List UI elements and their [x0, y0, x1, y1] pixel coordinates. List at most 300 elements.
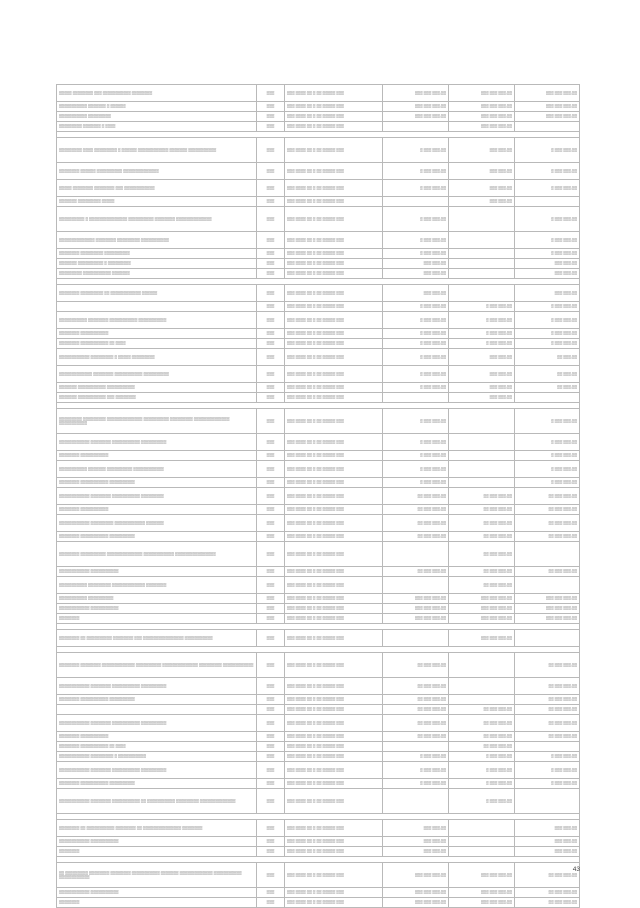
- row-description: ▒▒▒▒▒▒▒▒ ▒▒ ▒▒▒▒▒▒▒▒▒▒ ▒▒▒▒▒▒▒▒ ▒▒▒ ▒▒▒▒▒▒▒▒▒▒▒▒▒▒▒▒ ▒▒▒▒▒▒▒▒▒▒▒: [57, 630, 257, 647]
- row-amount-1: ▒▒ ▒▒▒ ▒▒▒,▒▒: [383, 653, 449, 678]
- row-amount-2: ▒▒▒ ▒▒▒,▒▒: [449, 197, 515, 207]
- row-amount-1: [383, 122, 449, 132]
- row-classification-code: ▒▒▒ ▒▒▒▒ ▒▒ ▒ ▒▒ ▒▒▒▒▒ ▒▒▒: [285, 102, 383, 112]
- row-amount-3: ▒ ▒▒▒ ▒▒▒,▒▒: [515, 312, 580, 329]
- row-amount-2: ▒ ▒▒▒ ▒▒▒,▒▒: [449, 789, 515, 814]
- row-classification-code: ▒▒▒ ▒▒▒▒ ▒▒ ▒ ▒▒ ▒▒▒▒▒ ▒▒▒: [285, 820, 383, 837]
- row-amount-2: [449, 478, 515, 488]
- row-amount-1: ▒▒▒ ▒▒▒ ▒▒▒,▒▒: [383, 888, 449, 898]
- row-code: ▒▒▒: [257, 898, 285, 908]
- row-amount-1: ▒ ▒▒▒ ▒▒▒,▒▒: [383, 366, 449, 383]
- row-amount-1: ▒▒ ▒▒▒ ▒▒▒,▒▒: [383, 488, 449, 505]
- row-amount-1: ▒ ▒▒▒ ▒▒▒,▒▒: [383, 779, 449, 789]
- table-row: [57, 112, 580, 122]
- row-amount-1: ▒▒▒ ▒▒▒,▒▒: [383, 847, 449, 857]
- row-code: ▒▒▒: [257, 383, 285, 393]
- row-amount-2: [449, 461, 515, 478]
- row-code: ▒▒▒: [257, 451, 285, 461]
- table-row: [57, 122, 580, 132]
- row-amount-2: ▒▒▒ ▒▒▒ ▒▒▒,▒▒: [449, 863, 515, 888]
- row-amount-2: [449, 249, 515, 259]
- table-row: [57, 762, 580, 779]
- table-row: [57, 180, 580, 197]
- row-amount-3: ▒▒▒ ▒▒▒,▒▒: [515, 259, 580, 269]
- row-amount-1: ▒▒ ▒▒▒ ▒▒▒,▒▒: [383, 505, 449, 515]
- row-code: ▒▒▒: [257, 715, 285, 732]
- row-classification-code: ▒▒▒ ▒▒▒▒ ▒▒ ▒ ▒▒ ▒▒▒▒▒ ▒▒▒: [285, 383, 383, 393]
- row-amount-1: ▒▒ ▒▒▒ ▒▒▒,▒▒: [383, 532, 449, 542]
- row-code: ▒▒▒: [257, 630, 285, 647]
- row-amount-2: ▒▒▒ ▒▒▒ ▒▒▒,▒▒: [449, 85, 515, 102]
- row-description: ▒▒▒▒▒▒▒▒▒▒▒▒ ▒▒▒▒▒▒▒▒ ▒▒▒▒▒▒▒▒▒▒▒ ▒▒ ▒▒▒▒▒▒▒▒▒▒▒ ▒▒▒▒▒▒▒▒▒ ▒▒▒▒▒▒▒▒▒▒▒▒▒▒: [57, 789, 257, 814]
- row-code: ▒▒▒: [257, 762, 285, 779]
- row-description: ▒▒▒▒▒▒▒▒▒▒▒▒ ▒▒▒▒▒▒▒▒▒ ▒▒▒▒▒▒▒▒▒▒▒▒ ▒▒▒▒▒▒▒: [57, 515, 257, 532]
- row-classification-code: ▒▒▒ ▒▒▒▒ ▒▒ ▒ ▒▒ ▒▒▒▒▒ ▒▒▒: [285, 614, 383, 624]
- row-code: ▒▒▒: [257, 259, 285, 269]
- row-code: ▒▒▒: [257, 85, 285, 102]
- table-row: [57, 366, 580, 383]
- row-amount-3: ▒▒ ▒▒▒ ▒▒▒,▒▒: [515, 567, 580, 577]
- table-row: [57, 339, 580, 349]
- row-classification-code: ▒▒▒ ▒▒▒▒ ▒▒ ▒ ▒▒ ▒▒▒▒▒ ▒▒▒: [285, 837, 383, 847]
- row-amount-2: [449, 820, 515, 837]
- row-code: ▒▒▒: [257, 837, 285, 847]
- row-amount-2: ▒ ▒▒▒ ▒▒▒,▒▒: [449, 302, 515, 312]
- table-row: [57, 207, 580, 232]
- budget-table-body: [57, 85, 580, 908]
- row-amount-1: ▒▒ ▒▒▒ ▒▒▒,▒▒: [383, 715, 449, 732]
- table-row: [57, 532, 580, 542]
- row-amount-1: ▒ ▒▒▒ ▒▒▒,▒▒: [383, 349, 449, 366]
- row-description: ▒▒▒▒▒▒▒▒▒▒▒▒ ▒▒▒▒▒▒▒▒▒▒▒: [57, 888, 257, 898]
- table-row: [57, 302, 580, 312]
- table-row: [57, 837, 580, 847]
- row-description: ▒▒▒▒▒▒▒▒▒▒▒ ▒▒▒▒▒▒▒ ▒ ▒▒▒▒▒▒: [57, 102, 257, 112]
- row-amount-3: ▒ ▒▒▒ ▒▒▒,▒▒: [515, 232, 580, 249]
- row-amount-3: [515, 742, 580, 752]
- row-description: ▒▒▒▒▒▒▒ ▒▒▒▒▒▒▒▒▒▒ ▒ ▒▒▒▒▒▒▒▒▒: [57, 259, 257, 269]
- row-amount-1: ▒ ▒▒▒ ▒▒▒,▒▒: [383, 478, 449, 488]
- row-amount-3: [515, 197, 580, 207]
- row-amount-2: [449, 232, 515, 249]
- row-amount-3: ▒ ▒▒▒ ▒▒▒,▒▒: [515, 434, 580, 451]
- table-row: [57, 285, 580, 302]
- row-amount-2: ▒▒▒ ▒▒▒ ▒▒▒,▒▒: [449, 898, 515, 908]
- table-row: [57, 85, 580, 102]
- table-row: [57, 847, 580, 857]
- row-description: ▒▒▒▒▒▒▒▒ ▒▒▒▒▒▒▒▒▒▒▒ ▒▒▒▒▒▒▒▒▒▒: [57, 478, 257, 488]
- row-amount-2: [449, 678, 515, 695]
- row-code: ▒▒▒: [257, 102, 285, 112]
- row-amount-3: ▒ ▒▒▒ ▒▒▒,▒▒: [515, 207, 580, 232]
- row-amount-1: ▒▒▒ ▒▒▒ ▒▒▒,▒▒: [383, 863, 449, 888]
- table-row: [57, 732, 580, 742]
- row-code: ▒▒▒: [257, 732, 285, 742]
- row-amount-2: ▒▒▒ ▒▒▒,▒▒: [449, 138, 515, 163]
- row-code: ▒▒▒: [257, 366, 285, 383]
- row-amount-1: ▒▒▒ ▒▒▒ ▒▒▒,▒▒: [383, 112, 449, 122]
- table-row: [57, 742, 580, 752]
- row-code: ▒▒▒: [257, 112, 285, 122]
- row-code: ▒▒▒: [257, 122, 285, 132]
- row-amount-2: ▒▒ ▒▒▒ ▒▒▒,▒▒: [449, 505, 515, 515]
- row-classification-code: ▒▒▒ ▒▒▒▒ ▒▒ ▒ ▒▒ ▒▒▒▒▒ ▒▒▒: [285, 505, 383, 515]
- row-amount-1: [383, 197, 449, 207]
- row-amount-2: ▒▒▒ ▒▒▒,▒▒: [449, 349, 515, 366]
- row-classification-code: ▒▒▒ ▒▒▒▒ ▒▒ ▒ ▒▒ ▒▒▒▒▒ ▒▒▒: [285, 269, 383, 279]
- row-code: ▒▒▒: [257, 594, 285, 604]
- row-classification-code: ▒▒▒ ▒▒▒▒ ▒▒ ▒ ▒▒ ▒▒▒▒▒ ▒▒▒: [285, 393, 383, 403]
- row-code: ▒▒▒: [257, 232, 285, 249]
- row-amount-3: ▒▒ ▒▒▒ ▒▒▒,▒▒: [515, 695, 580, 705]
- row-amount-1: ▒ ▒▒▒ ▒▒▒,▒▒: [383, 383, 449, 393]
- row-amount-3: ▒▒ ▒▒▒ ▒▒▒,▒▒: [515, 505, 580, 515]
- row-description: ▒▒▒▒▒▒▒▒ ▒▒▒▒▒▒▒▒▒▒▒ ▒▒▒▒▒▒▒▒▒▒: [57, 532, 257, 542]
- row-code: ▒▒▒: [257, 180, 285, 197]
- row-amount-3: [515, 393, 580, 403]
- row-description: ▒▒▒▒▒▒▒▒ ▒▒▒▒▒▒ ▒▒▒▒▒▒▒▒▒▒ ▒▒▒▒▒▒▒▒▒▒▒▒▒▒: [57, 163, 257, 180]
- row-amount-1: ▒ ▒▒▒ ▒▒▒,▒▒: [383, 409, 449, 434]
- row-description: ▒▒▒▒▒▒▒▒▒▒▒▒▒ ▒▒▒▒▒▒▒▒ ▒▒▒▒▒▒▒▒▒▒▒ ▒▒▒▒▒▒▒▒▒▒: [57, 366, 257, 383]
- row-classification-code: ▒▒▒ ▒▒▒▒ ▒▒ ▒ ▒▒ ▒▒▒▒▒ ▒▒▒: [285, 653, 383, 678]
- row-classification-code: ▒▒▒ ▒▒▒▒ ▒▒ ▒ ▒▒ ▒▒▒▒▒ ▒▒▒: [285, 532, 383, 542]
- row-description: ▒▒ ▒▒▒▒▒▒▒▒▒ ▒▒▒▒▒▒▒▒ ▒▒▒▒▒▒▒▒ ▒▒▒▒▒▒▒▒▒▒▒ ▒▒▒▒▒▒▒ ▒▒▒▒▒▒▒▒▒▒▒▒▒ ▒▒▒▒▒▒▒▒▒▒▒ ▒▒▒▒▒▒▒▒▒▒▒▒: [57, 863, 257, 888]
- row-code: ▒▒▒: [257, 863, 285, 888]
- page-number: 43: [572, 866, 580, 873]
- row-classification-code: ▒▒▒ ▒▒▒▒ ▒▒ ▒ ▒▒ ▒▒▒▒▒ ▒▒▒: [285, 715, 383, 732]
- row-classification-code: ▒▒▒ ▒▒▒▒ ▒▒ ▒ ▒▒ ▒▒▒▒▒ ▒▒▒: [285, 339, 383, 349]
- row-amount-3: ▒▒▒ ▒▒▒ ▒▒▒,▒▒: [515, 604, 580, 614]
- row-amount-1: ▒▒ ▒▒▒ ▒▒▒,▒▒: [383, 732, 449, 742]
- row-code: ▒▒▒: [257, 742, 285, 752]
- row-description: ▒▒▒▒▒▒▒▒▒▒▒▒ ▒▒▒▒▒▒▒▒▒▒▒: [57, 567, 257, 577]
- table-row: [57, 820, 580, 837]
- row-description: ▒▒▒▒▒▒▒▒ ▒▒▒▒▒▒▒▒▒▒▒ ▒▒▒▒▒▒▒▒▒▒: [57, 779, 257, 789]
- row-amount-3: ▒▒ ▒▒▒,▒▒: [515, 366, 580, 383]
- row-amount-3: ▒ ▒▒▒ ▒▒▒,▒▒: [515, 302, 580, 312]
- row-code: ▒▒▒: [257, 312, 285, 329]
- table-row: [57, 102, 580, 112]
- row-amount-3: ▒▒▒ ▒▒▒ ▒▒▒,▒▒: [515, 102, 580, 112]
- row-code: ▒▒▒: [257, 409, 285, 434]
- row-description: ▒▒▒▒▒▒▒▒▒▒ ▒ ▒▒▒▒▒▒▒▒▒▒▒▒▒▒▒ ▒▒▒▒▒▒▒▒▒▒ ▒▒▒▒▒▒▒▒ ▒▒▒▒▒▒▒▒▒▒▒▒▒▒: [57, 207, 257, 232]
- row-description: ▒▒▒▒▒▒▒▒▒▒▒ ▒▒▒▒▒▒▒▒▒: [57, 112, 257, 122]
- row-amount-3: [515, 577, 580, 594]
- row-description: ▒▒▒▒▒▒▒▒: [57, 614, 257, 624]
- row-description: ▒▒▒▒▒▒▒▒▒▒▒▒▒▒ ▒▒▒▒▒▒▒▒ ▒▒▒▒▒▒▒▒▒ ▒▒▒▒▒▒▒▒▒▒▒: [57, 232, 257, 249]
- row-description: ▒▒▒▒▒▒▒▒ ▒▒▒▒▒▒▒▒▒ ▒▒ ▒▒▒▒▒▒▒▒▒▒▒▒ ▒▒▒▒▒▒: [57, 285, 257, 302]
- table-row: [57, 630, 580, 647]
- row-classification-code: ▒▒▒ ▒▒▒▒ ▒▒ ▒ ▒▒ ▒▒▒▒▒ ▒▒▒: [285, 163, 383, 180]
- budget-table: [56, 84, 580, 908]
- row-classification-code: ▒▒▒ ▒▒▒▒ ▒▒ ▒ ▒▒ ▒▒▒▒▒ ▒▒▒: [285, 366, 383, 383]
- row-amount-2: [449, 409, 515, 434]
- table-row: [57, 715, 580, 732]
- row-code: ▒▒▒: [257, 653, 285, 678]
- row-classification-code: ▒▒▒ ▒▒▒▒ ▒▒ ▒ ▒▒ ▒▒▒▒▒ ▒▒▒: [285, 409, 383, 434]
- row-amount-2: ▒▒▒ ▒▒▒,▒▒: [449, 383, 515, 393]
- row-amount-1: ▒▒▒ ▒▒▒,▒▒: [383, 285, 449, 302]
- row-code: ▒▒▒: [257, 752, 285, 762]
- row-amount-2: ▒▒▒ ▒▒▒ ▒▒▒,▒▒: [449, 888, 515, 898]
- row-classification-code: ▒▒▒ ▒▒▒▒ ▒▒ ▒ ▒▒ ▒▒▒▒▒ ▒▒▒: [285, 232, 383, 249]
- row-code: ▒▒▒: [257, 532, 285, 542]
- row-amount-1: ▒ ▒▒▒ ▒▒▒,▒▒: [383, 339, 449, 349]
- row-classification-code: ▒▒▒ ▒▒▒▒ ▒▒ ▒ ▒▒ ▒▒▒▒▒ ▒▒▒: [285, 112, 383, 122]
- row-classification-code: ▒▒▒ ▒▒▒▒ ▒▒ ▒ ▒▒ ▒▒▒▒▒ ▒▒▒: [285, 762, 383, 779]
- row-amount-1: [383, 789, 449, 814]
- row-classification-code: ▒▒▒ ▒▒▒▒ ▒▒ ▒ ▒▒ ▒▒▒▒▒ ▒▒▒: [285, 779, 383, 789]
- row-amount-1: ▒▒▒ ▒▒▒,▒▒: [383, 820, 449, 837]
- row-amount-3: [515, 542, 580, 567]
- table-row: [57, 577, 580, 594]
- row-classification-code: ▒▒▒ ▒▒▒▒ ▒▒ ▒ ▒▒ ▒▒▒▒▒ ▒▒▒: [285, 434, 383, 451]
- row-amount-2: ▒▒ ▒▒▒ ▒▒▒,▒▒: [449, 488, 515, 505]
- row-amount-3: ▒ ▒▒▒ ▒▒▒,▒▒: [515, 138, 580, 163]
- row-amount-3: ▒ ▒▒▒ ▒▒▒,▒▒: [515, 180, 580, 197]
- row-amount-2: ▒▒ ▒▒▒ ▒▒▒,▒▒: [449, 705, 515, 715]
- row-amount-2: [449, 653, 515, 678]
- table-row: [57, 232, 580, 249]
- row-code: ▒▒▒: [257, 847, 285, 857]
- row-amount-2: ▒▒▒ ▒▒▒,▒▒: [449, 393, 515, 403]
- row-amount-3: ▒ ▒▒▒ ▒▒▒,▒▒: [515, 339, 580, 349]
- row-amount-1: ▒ ▒▒▒ ▒▒▒,▒▒: [383, 451, 449, 461]
- row-amount-1: ▒▒ ▒▒▒ ▒▒▒,▒▒: [383, 515, 449, 532]
- row-description: ▒▒▒▒▒▒▒▒ ▒▒▒▒▒▒▒▒▒▒▒ ▒▒▒▒▒▒▒▒▒▒: [57, 695, 257, 705]
- row-code: ▒▒▒: [257, 249, 285, 259]
- row-description: [57, 705, 257, 715]
- table-row: [57, 138, 580, 163]
- row-description: ▒▒▒▒▒▒▒▒▒▒▒ ▒▒▒▒▒▒▒ ▒▒▒▒▒▒▒▒▒▒ ▒▒▒▒▒▒▒▒▒▒▒▒: [57, 461, 257, 478]
- row-code: ▒▒▒: [257, 349, 285, 366]
- row-amount-1: ▒ ▒▒▒ ▒▒▒,▒▒: [383, 312, 449, 329]
- table-row: [57, 409, 580, 434]
- table-row: [57, 614, 580, 624]
- row-classification-code: ▒▒▒ ▒▒▒▒ ▒▒ ▒ ▒▒ ▒▒▒▒▒ ▒▒▒: [285, 515, 383, 532]
- row-amount-2: ▒▒▒ ▒▒▒ ▒▒▒,▒▒: [449, 122, 515, 132]
- row-code: ▒▒▒: [257, 434, 285, 451]
- row-description: ▒▒▒▒▒▒▒▒ ▒▒▒▒▒▒▒▒▒▒▒: [57, 329, 257, 339]
- row-amount-3: [515, 122, 580, 132]
- row-amount-3: ▒ ▒▒▒ ▒▒▒,▒▒: [515, 752, 580, 762]
- row-classification-code: ▒▒▒ ▒▒▒▒ ▒▒ ▒ ▒▒ ▒▒▒▒▒ ▒▒▒: [285, 630, 383, 647]
- row-amount-3: ▒▒ ▒▒▒ ▒▒▒,▒▒: [515, 705, 580, 715]
- row-amount-3: ▒▒ ▒▒▒ ▒▒▒,▒▒: [515, 863, 580, 888]
- row-code: ▒▒▒: [257, 695, 285, 705]
- row-amount-1: ▒ ▒▒▒ ▒▒▒,▒▒: [383, 249, 449, 259]
- row-amount-3: ▒▒ ▒▒▒ ▒▒▒,▒▒: [515, 732, 580, 742]
- row-amount-2: [449, 695, 515, 705]
- row-code: ▒▒▒: [257, 779, 285, 789]
- row-code: ▒▒▒: [257, 285, 285, 302]
- row-classification-code: ▒▒▒ ▒▒▒▒ ▒▒ ▒ ▒▒ ▒▒▒▒▒ ▒▒▒: [285, 542, 383, 567]
- row-amount-3: ▒ ▒▒▒ ▒▒▒,▒▒: [515, 451, 580, 461]
- row-code: ▒▒▒: [257, 888, 285, 898]
- table-row: [57, 259, 580, 269]
- row-description: ▒▒▒▒▒▒▒▒ ▒▒▒▒▒▒▒▒▒▒▒: [57, 451, 257, 461]
- row-classification-code: ▒▒▒ ▒▒▒▒ ▒▒ ▒ ▒▒ ▒▒▒▒▒ ▒▒▒: [285, 567, 383, 577]
- row-classification-code: ▒▒▒ ▒▒▒▒ ▒▒ ▒ ▒▒ ▒▒▒▒▒ ▒▒▒: [285, 85, 383, 102]
- row-amount-2: ▒▒ ▒▒▒ ▒▒▒,▒▒: [449, 532, 515, 542]
- row-amount-3: ▒▒ ▒▒▒ ▒▒▒,▒▒: [515, 888, 580, 898]
- table-row: [57, 705, 580, 715]
- row-classification-code: ▒▒▒ ▒▒▒▒ ▒▒ ▒ ▒▒ ▒▒▒▒▒ ▒▒▒: [285, 180, 383, 197]
- row-description: ▒▒▒▒▒▒▒▒ ▒▒▒▒▒▒▒▒▒▒▒ ▒▒ ▒▒▒▒: [57, 339, 257, 349]
- row-classification-code: ▒▒▒ ▒▒▒▒ ▒▒ ▒ ▒▒ ▒▒▒▒▒ ▒▒▒: [285, 742, 383, 752]
- row-code: ▒▒▒: [257, 163, 285, 180]
- table-row: [57, 197, 580, 207]
- row-description: ▒▒▒▒▒▒▒▒▒▒▒▒ ▒▒▒▒▒▒▒▒▒▒▒: [57, 837, 257, 847]
- row-code: ▒▒▒: [257, 789, 285, 814]
- row-amount-2: ▒▒▒ ▒▒▒ ▒▒▒,▒▒: [449, 112, 515, 122]
- row-description: ▒▒▒▒▒▒▒▒▒▒▒ ▒▒▒▒▒▒▒▒▒ ▒▒▒▒▒▒▒▒▒▒▒▒▒ ▒▒▒▒▒▒▒▒: [57, 577, 257, 594]
- table-row: [57, 461, 580, 478]
- table-row: [57, 653, 580, 678]
- row-code: ▒▒▒: [257, 488, 285, 505]
- row-amount-1: ▒ ▒▒▒ ▒▒▒,▒▒: [383, 138, 449, 163]
- row-amount-2: [449, 207, 515, 232]
- row-code: ▒▒▒: [257, 604, 285, 614]
- row-classification-code: ▒▒▒ ▒▒▒▒ ▒▒ ▒ ▒▒ ▒▒▒▒▒ ▒▒▒: [285, 478, 383, 488]
- row-amount-1: ▒▒▒ ▒▒▒ ▒▒▒,▒▒: [383, 898, 449, 908]
- row-classification-code: ▒▒▒ ▒▒▒▒ ▒▒ ▒ ▒▒ ▒▒▒▒▒ ▒▒▒: [285, 488, 383, 505]
- row-classification-code: ▒▒▒ ▒▒▒▒ ▒▒ ▒ ▒▒ ▒▒▒▒▒ ▒▒▒: [285, 197, 383, 207]
- row-amount-1: ▒ ▒▒▒ ▒▒▒,▒▒: [383, 163, 449, 180]
- row-amount-2: [449, 259, 515, 269]
- row-amount-2: ▒▒▒ ▒▒▒ ▒▒▒,▒▒: [449, 102, 515, 112]
- row-amount-2: ▒▒ ▒▒▒ ▒▒▒,▒▒: [449, 515, 515, 532]
- row-amount-2: ▒▒ ▒▒▒ ▒▒▒,▒▒: [449, 567, 515, 577]
- row-classification-code: ▒▒▒ ▒▒▒▒ ▒▒ ▒ ▒▒ ▒▒▒▒▒ ▒▒▒: [285, 705, 383, 715]
- row-amount-2: ▒▒ ▒▒▒ ▒▒▒,▒▒: [449, 577, 515, 594]
- row-classification-code: ▒▒▒ ▒▒▒▒ ▒▒ ▒ ▒▒ ▒▒▒▒▒ ▒▒▒: [285, 898, 383, 908]
- row-amount-3: ▒▒ ▒▒▒,▒▒: [515, 383, 580, 393]
- row-amount-1: ▒ ▒▒▒ ▒▒▒,▒▒: [383, 461, 449, 478]
- row-amount-3: ▒ ▒▒▒ ▒▒▒,▒▒: [515, 779, 580, 789]
- row-amount-1: ▒▒ ▒▒▒ ▒▒▒,▒▒: [383, 705, 449, 715]
- row-amount-1: ▒ ▒▒▒ ▒▒▒,▒▒: [383, 329, 449, 339]
- row-description: ▒▒▒▒▒▒▒▒ ▒▒▒▒▒▒▒▒▒▒ ▒▒▒▒▒▒▒▒▒▒▒▒▒▒ ▒▒▒▒▒▒▒▒▒▒▒▒ ▒▒▒▒▒▒▒▒▒▒▒▒▒▒▒▒: [57, 542, 257, 567]
- row-description: ▒▒▒▒▒▒▒ ▒▒▒▒▒▒▒▒▒▒▒ ▒▒▒▒▒▒▒▒▒▒▒: [57, 383, 257, 393]
- row-amount-3: ▒▒ ▒▒▒ ▒▒▒,▒▒: [515, 715, 580, 732]
- row-code: ▒▒▒: [257, 393, 285, 403]
- row-amount-1: [383, 742, 449, 752]
- row-classification-code: ▒▒▒ ▒▒▒▒ ▒▒ ▒ ▒▒ ▒▒▒▒▒ ▒▒▒: [285, 863, 383, 888]
- table-row: [57, 349, 580, 366]
- row-classification-code: ▒▒▒ ▒▒▒▒ ▒▒ ▒ ▒▒ ▒▒▒▒▒ ▒▒▒: [285, 732, 383, 742]
- row-amount-1: ▒▒▒ ▒▒▒ ▒▒▒,▒▒: [383, 85, 449, 102]
- row-classification-code: ▒▒▒ ▒▒▒▒ ▒▒ ▒ ▒▒ ▒▒▒▒▒ ▒▒▒: [285, 577, 383, 594]
- table-row: [57, 434, 580, 451]
- row-amount-2: ▒▒▒ ▒▒▒ ▒▒▒,▒▒: [449, 594, 515, 604]
- row-amount-3: ▒▒ ▒▒▒ ▒▒▒,▒▒: [515, 678, 580, 695]
- row-amount-1: ▒▒▒ ▒▒▒ ▒▒▒,▒▒: [383, 604, 449, 614]
- table-row: [57, 478, 580, 488]
- row-description: ▒▒▒▒▒▒▒▒: [57, 898, 257, 908]
- table-row: [57, 567, 580, 577]
- row-code: ▒▒▒: [257, 339, 285, 349]
- row-classification-code: ▒▒▒ ▒▒▒▒ ▒▒ ▒ ▒▒ ▒▒▒▒▒ ▒▒▒: [285, 789, 383, 814]
- row-amount-3: ▒▒ ▒▒▒ ▒▒▒,▒▒: [515, 515, 580, 532]
- row-code: ▒▒▒: [257, 577, 285, 594]
- row-amount-3: ▒ ▒▒▒ ▒▒▒,▒▒: [515, 409, 580, 434]
- row-amount-1: [383, 393, 449, 403]
- table-row: [57, 752, 580, 762]
- row-amount-3: ▒▒▒ ▒▒▒,▒▒: [515, 847, 580, 857]
- row-code: ▒▒▒: [257, 269, 285, 279]
- row-description: ▒▒▒▒▒▒▒▒▒▒▒▒ ▒▒▒▒▒▒▒▒ ▒▒▒▒▒▒▒▒▒▒▒ ▒▒▒▒▒▒▒▒▒▒: [57, 715, 257, 732]
- table-row: [57, 779, 580, 789]
- row-amount-1: ▒▒▒ ▒▒▒,▒▒: [383, 269, 449, 279]
- row-classification-code: ▒▒▒ ▒▒▒▒ ▒▒ ▒ ▒▒ ▒▒▒▒▒ ▒▒▒: [285, 259, 383, 269]
- row-amount-1: ▒ ▒▒▒ ▒▒▒,▒▒: [383, 752, 449, 762]
- row-amount-3: ▒▒▒ ▒▒▒,▒▒: [515, 285, 580, 302]
- row-amount-3: ▒ ▒▒▒ ▒▒▒,▒▒: [515, 163, 580, 180]
- row-classification-code: ▒▒▒ ▒▒▒▒ ▒▒ ▒ ▒▒ ▒▒▒▒▒ ▒▒▒: [285, 285, 383, 302]
- table-row: [57, 695, 580, 705]
- row-classification-code: ▒▒▒ ▒▒▒▒ ▒▒ ▒ ▒▒ ▒▒▒▒▒ ▒▒▒: [285, 138, 383, 163]
- row-amount-1: ▒ ▒▒▒ ▒▒▒,▒▒: [383, 180, 449, 197]
- row-amount-2: [449, 451, 515, 461]
- row-classification-code: ▒▒▒ ▒▒▒▒ ▒▒ ▒ ▒▒ ▒▒▒▒▒ ▒▒▒: [285, 678, 383, 695]
- table-row: [57, 383, 580, 393]
- row-description: ▒▒▒▒▒▒▒▒▒ ▒▒▒▒ ▒▒▒▒▒▒▒▒▒ ▒ ▒▒▒▒▒▒ ▒▒▒▒▒▒▒▒▒▒▒▒ ▒▒▒▒▒▒▒ ▒▒▒▒▒▒▒▒▒▒▒: [57, 138, 257, 163]
- row-amount-2: ▒▒ ▒▒▒ ▒▒▒,▒▒: [449, 742, 515, 752]
- row-classification-code: ▒▒▒ ▒▒▒▒ ▒▒ ▒ ▒▒ ▒▒▒▒▒ ▒▒▒: [285, 349, 383, 366]
- row-amount-1: [383, 542, 449, 567]
- row-amount-2: [449, 847, 515, 857]
- row-amount-2: ▒▒ ▒▒▒ ▒▒▒,▒▒: [449, 715, 515, 732]
- row-amount-1: ▒ ▒▒▒ ▒▒▒,▒▒: [383, 762, 449, 779]
- row-amount-2: ▒ ▒▒▒ ▒▒▒,▒▒: [449, 779, 515, 789]
- row-amount-3: ▒▒▒ ▒▒▒,▒▒: [515, 820, 580, 837]
- row-amount-2: [449, 285, 515, 302]
- row-amount-3: ▒ ▒▒▒ ▒▒▒,▒▒: [515, 478, 580, 488]
- table-row: [57, 678, 580, 695]
- table-row: [57, 515, 580, 532]
- row-description: ▒▒▒▒▒ ▒▒▒▒▒▒▒▒ ▒▒▒ ▒▒▒▒▒▒▒▒▒▒▒ ▒▒▒▒▒▒▒▒: [57, 85, 257, 102]
- row-amount-3: ▒▒▒ ▒▒▒,▒▒: [515, 269, 580, 279]
- row-amount-3: ▒ ▒▒▒ ▒▒▒,▒▒: [515, 329, 580, 339]
- table-row: [57, 269, 580, 279]
- row-code: ▒▒▒: [257, 505, 285, 515]
- table-row: [57, 329, 580, 339]
- row-amount-3: ▒▒▒ ▒▒▒ ▒▒▒,▒▒: [515, 614, 580, 624]
- row-description: ▒▒▒▒▒▒▒▒▒ ▒▒▒▒▒▒▒ ▒ ▒▒▒▒: [57, 122, 257, 132]
- row-amount-1: ▒▒▒ ▒▒▒ ▒▒▒,▒▒: [383, 594, 449, 604]
- row-classification-code: ▒▒▒ ▒▒▒▒ ▒▒ ▒ ▒▒ ▒▒▒▒▒ ▒▒▒: [285, 752, 383, 762]
- row-amount-1: ▒ ▒▒▒ ▒▒▒,▒▒: [383, 302, 449, 312]
- row-amount-1: [383, 630, 449, 647]
- row-code: ▒▒▒: [257, 138, 285, 163]
- row-classification-code: ▒▒▒ ▒▒▒▒ ▒▒ ▒ ▒▒ ▒▒▒▒▒ ▒▒▒: [285, 847, 383, 857]
- row-amount-2: ▒▒ ▒▒▒ ▒▒▒,▒▒: [449, 732, 515, 742]
- row-code: ▒▒▒: [257, 329, 285, 339]
- row-amount-1: ▒ ▒▒▒ ▒▒▒,▒▒: [383, 434, 449, 451]
- row-amount-1: ▒▒▒ ▒▒▒,▒▒: [383, 837, 449, 847]
- row-classification-code: ▒▒▒ ▒▒▒▒ ▒▒ ▒ ▒▒ ▒▒▒▒▒ ▒▒▒: [285, 329, 383, 339]
- table-row: [57, 451, 580, 461]
- table-row: [57, 863, 580, 888]
- row-description: ▒▒▒▒▒▒▒▒ ▒▒▒▒▒▒▒▒▒▒▒: [57, 732, 257, 742]
- row-amount-2: ▒▒▒ ▒▒▒,▒▒: [449, 366, 515, 383]
- row-description: ▒▒▒▒▒▒▒▒ ▒▒▒▒▒▒▒▒ ▒▒▒▒▒▒▒▒▒▒▒▒▒ ▒▒▒▒▒▒▒▒▒▒ ▒▒▒▒▒▒▒▒▒▒▒▒▒▒ ▒▒▒▒▒▒▒▒▒ ▒▒▒▒▒▒▒▒▒▒▒▒: [57, 653, 257, 678]
- row-code: ▒▒▒: [257, 614, 285, 624]
- row-amount-3: [515, 789, 580, 814]
- row-code: ▒▒▒: [257, 478, 285, 488]
- table-row: [57, 249, 580, 259]
